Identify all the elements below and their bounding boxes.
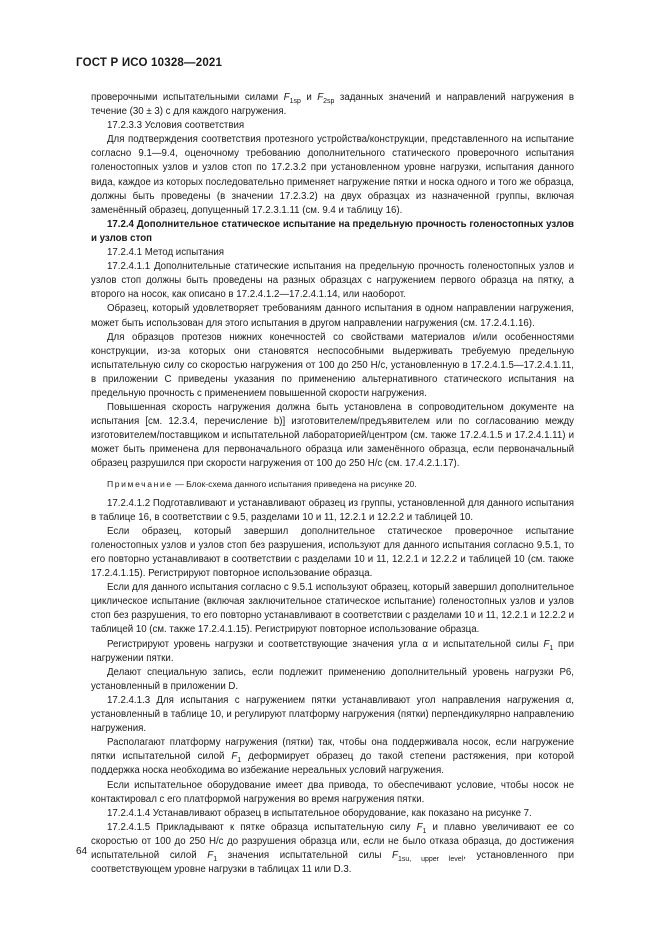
subsection-heading-17-2-3-3: 17.2.3.3 Условия соответствия bbox=[107, 120, 245, 132]
document-header: ГОСТ Р ИСО 10328—2021 bbox=[76, 57, 223, 69]
paragraph: Для образцов протезов нижних конечностей со свойствами материалов и/или особенностями конструкции, из-за которых они становятся неспособными выдерживать требуемую предельную испытательную силу со скоростью нагружения от 100 до 250 Н/с, установленную в 17.2.4.1.5—17.2.4.1.11, в приложении С приведены указания по применению альтернативного статического испытания на предельную прочность с применением повышенной скорости нагружения. bbox=[91, 331, 574, 399]
paragraph: Повышенная скорость нагружения должна быть установлена в сопроводительном документе на испытания [см. 12.3.4, перечисление b)] изготовителем/предъявителем или по согласованию между изготовителем/поставщиком и испытательной лабораторией/центром (см. также 17.2.4.1.5 и 17.2.4.1.11) и может быть применена для первоначального образца или заменённого образца, если первоначальный образец разрушился при скорости нагружения от 100 до 250 Н/с (см. 17.4.2.1.17). bbox=[91, 402, 574, 470]
paragraph: 17.2.4.1.2 Подготавливают и устанавливают образец из группы, установленной для данного испытания в таблице 16, в соответствии с 9.5, разделами 10 и 11, 12.2.1 и 12.2.2 и таблицей 10. bbox=[91, 497, 574, 523]
note-label: Примечание bbox=[107, 478, 173, 489]
paragraph: Располагают платформу нагружения (пятки) так, чтобы она поддерживала носок, если нагружение пятки испытательной силой $F_1$ деформирует образец до такой степени растяжения, при которой поддержка носка необходима во избежание нереальных условий нагружения. bbox=[91, 737, 574, 777]
paragraph: Если для данного испытания согласно с 9.5.1 используют образец, который завершил дополнительное циклическое испытание (включая заключительное статическое испытание) голеностопных узлов и узлов стоп без разрушения, то его повторно устанавливают в соответствии с разделами 10 и 11, 12.2.1 и 12.2.2 и таблицей 10 (см. также 17.2.4.1.15). Регистрируют повторное использование образца. bbox=[91, 582, 574, 636]
paragraph-continuation: проверочными испытательными силами $F_{1sp}$ и $F_{2sp}$ заданных значений и направлений нагружения в течение (30 ± 3) с для каждого нагружения. bbox=[91, 92, 575, 118]
section-heading-17-2-4: 17.2.4 Дополнительное статическое испытание на предельную прочность голеностопных узлов и узлов стоп bbox=[91, 218, 574, 244]
paragraph: Делают специальную запись, если подлежит применению дополнительный уровень нагрузки Р6, установленный в приложении D. bbox=[91, 666, 574, 692]
paragraph: Образец, который удовлетворяет требованиям данного испытания в одном направлении нагружения, может быть использован для этого испытания в другом направлении нагружения (см. 17.2.4.1.16). bbox=[91, 303, 574, 329]
paragraph: Если образец, который завершил дополнительное статическое проверочное испытание голеностопных узлов и узлов стоп без разрушения, используют для данного испытания согласно 9.5.1, то его повторно устанавливают в соответствии с разделами 10 и 11, 12.2.1 и 12.2.2 и таблицей 10 (см. также 17.2.4.1.15). Регистрируют повторное использование образца. bbox=[91, 525, 574, 580]
note: Примечание — Блок-схема данного испытания приведена на рисунке 20. bbox=[107, 478, 417, 489]
paragraph: Регистрируют уровень нагрузки и соответствующие значения угла α и испытательной силы $F_1$ при нагружении пятки. bbox=[91, 638, 574, 664]
paragraph: 17.2.4.1.5 Прикладывают к пятке образца испытательную силу $F_1$ и плавно увеличивают ее со скоростью от 100 до 250 Н/с до разрушения образца или, если не было отказа образца, до достижения испытательной силой $F_1$ значения испытательной силы $F_{1su, upper level}$, установленного при соответствующем уровне нагрузки в таблицах 11 или D.3. bbox=[91, 821, 574, 876]
paragraph: 17.2.4.1.3 Для испытания с нагружением пятки устанавливают угол направления нагружения α, установленный в таблице 10, и регулируют платформу нагружения (пятки) перпендикулярно направлению нагружения. bbox=[91, 694, 574, 735]
paragraph: Если испытательное оборудование имеет два привода, то обеспечивают условие, чтобы носок не контактировал с его платформой нагружения во время нагружения пятки. bbox=[91, 779, 574, 805]
paragraph: Для подтверждения соответствия протезного устройства/конструкции, представленного на испытание согласно 9.1—9.4, оценочному требованию дополнительного статического проверочного испытания голеностопных узлов и узлов стоп по 17.2.3.2 при установленном уровне нагрузки, испытания данного вида, каждое из которых последовательно применяет нагружение пятки и носка одного и того же образца, должны быть проведены (в значении 17.2.3.2) на двух образцах из назначенной группы, включая заменённый образец, допущенный 17.2.3.1.11 (см. 9.4 и таблицу 16). bbox=[91, 134, 574, 216]
subsection-heading-17-2-4-1: 17.2.4.1 Метод испытания bbox=[107, 247, 224, 259]
page-content bbox=[91, 91, 574, 877]
paragraph: 17.2.4.1.1 Дополнительные статические испытания на предельную прочность голеностопных узлов и узлов стоп должны быть проведены на разных образцах с нагружением первого образца на пятку, а второго на носок, как описано в 17.2.4.1.2—17.2.4.1.14, или наоборот. bbox=[91, 261, 574, 301]
paragraph: 17.2.4.1.4 Устанавливают образец в испытательное оборудование, как показано на рисунке 7. bbox=[107, 807, 532, 819]
page-number: 64 bbox=[76, 846, 88, 857]
